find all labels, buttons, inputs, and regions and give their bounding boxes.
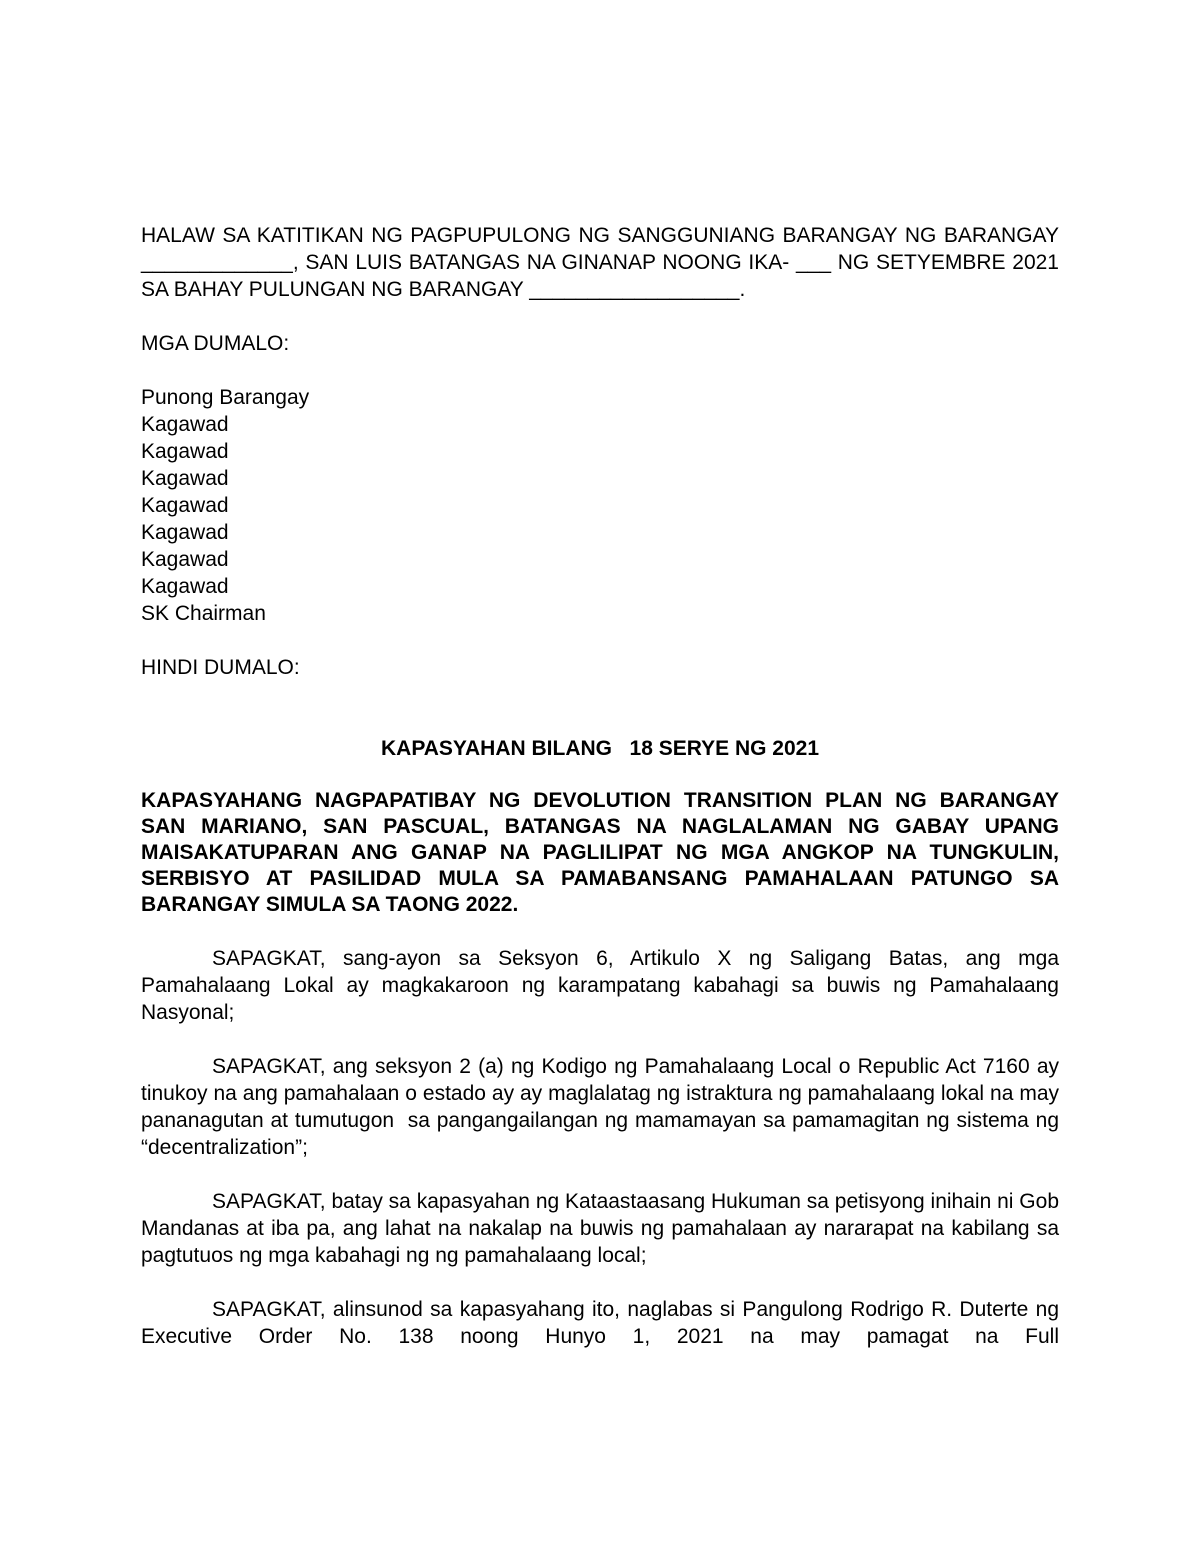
attendee-kagawad: Kagawad xyxy=(141,467,229,490)
document-page xyxy=(141,222,1071,1350)
attendee-kagawad: Kagawad xyxy=(141,521,229,544)
attendee-list xyxy=(141,384,1059,627)
whereas-clause-4: SAPAGKAT, alinsunod sa kapasyahang ito, naglabas si Pangulong Rodrigo R. Duterte ng Executive Order No. 138 noong Hunyo 1, 2021 na may pamagat na Full xyxy=(141,1298,1059,1348)
attendee-punong-barangay: Punong Barangay xyxy=(141,386,310,409)
attendee-kagawad: Kagawad xyxy=(141,575,229,598)
resolution-subject: KAPASYAHANG NAGPAPATIBAY NG DEVOLUTION TRANSITION PLAN NG BARANGAY SAN MARIANO, SAN PASCUAL, BATANGAS NA NAGLALAMAN NG GABAY UPANG MAISAKATUPARAN ANG GANAP NA PAGLILIPAT NG MGA ANGKOP NA TUNGKULIN, SERBISYO AT PASILIDAD MULA SA PAMABANSANG PAMAHALAAN PATUNGO SA BARANGAY SIMULA SA TAONG 2022. xyxy=(141,789,1071,916)
present-label: MGA DUMALO: xyxy=(141,332,290,355)
attendee-sk-chairman: SK Chairman xyxy=(141,602,266,625)
resolution-title xyxy=(141,735,1059,762)
minutes-header: HALAW SA KATITIKAN NG PAGPUPULONG NG SANGGUNIANG BARANGAY NG BARANGAY _____________, SAN LUIS BATANGAS NA GINANAP NOONG IKA- ___ NG SETYEMBRE 2021 SA BAHAY PULUNGAN NG BARANGAY __________________. xyxy=(141,224,1059,301)
absent-label: HINDI DUMALO: xyxy=(141,656,300,679)
whereas-clause-2: SAPAGKAT, ang seksyon 2 (a) ng Kodigo ng Pamahalaang Local o Republic Act 7160 ay tinukoy na ang pamahalaan o estado ay ay maglalatag ng istraktura ng pamahalaang lokal na may pananagutan at tumutugon sa pangangailangan ng mamamayan sa pamamagitan ng sistema ng “decentralization”; xyxy=(141,1055,1065,1159)
attendee-kagawad: Kagawad xyxy=(141,440,229,463)
attendee-kagawad: Kagawad xyxy=(141,494,229,517)
attendee-kagawad: Kagawad xyxy=(141,413,229,436)
whereas-clause-1: SAPAGKAT, sang-ayon sa Seksyon 6, Artikulo X ng Saligang Batas, ang mga Pamahalaang Lokal ay magkakaroon ng karampatang kabahagi sa buwis ng Pamahalaang Nasyonal; xyxy=(141,947,1059,1024)
whereas-clause-3: SAPAGKAT, batay sa kapasyahan ng Kataastaasang Hukuman sa petisyong inihain ni Gob Mandanas at iba pa, ang lahat na nakalap na buwis ng pamahalaan ay nararapat na kabilang sa pagtutuos ng mga kabahagi ng ng pamahalaang local; xyxy=(141,1190,1059,1267)
resolution-title-text: KAPASYAHAN BILANG 18 SERYE NG 2021 xyxy=(380,737,820,760)
attendee-kagawad: Kagawad xyxy=(141,548,229,571)
